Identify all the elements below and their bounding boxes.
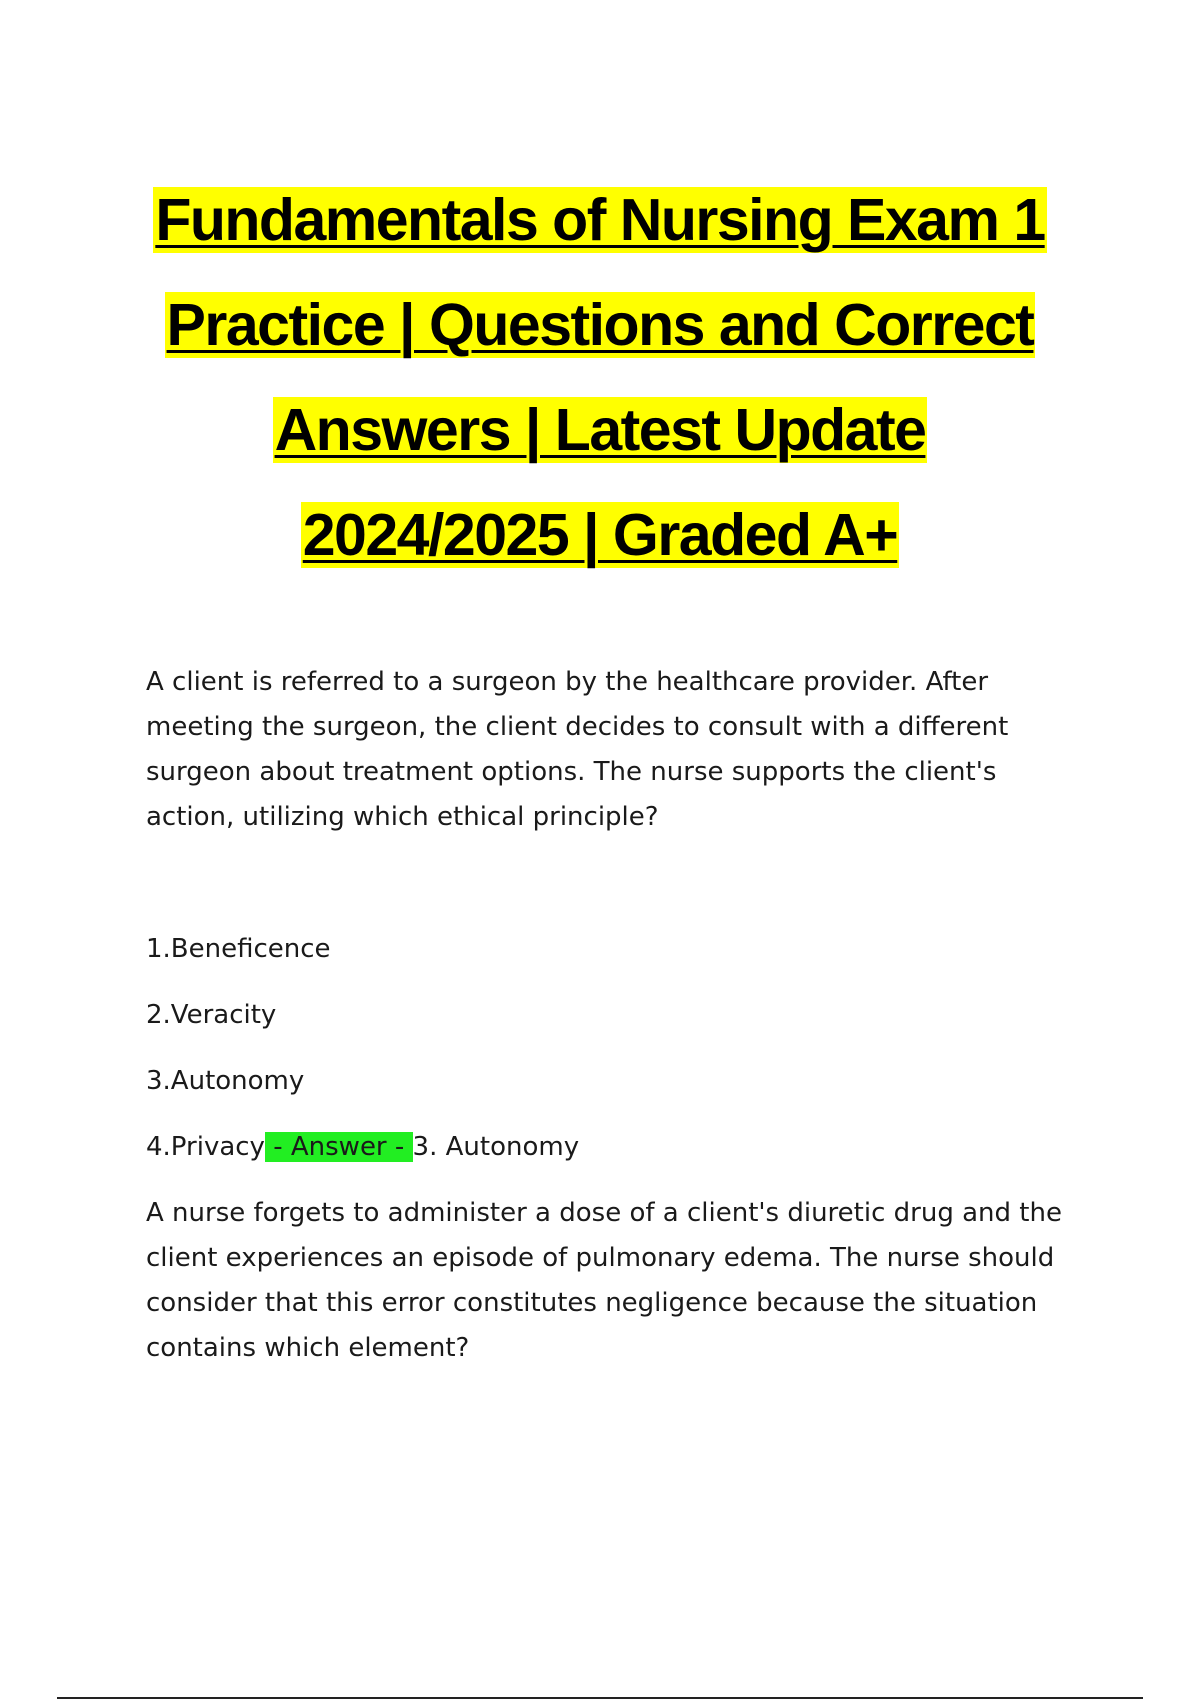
title-line-1-text: Fundamentals of Nursing Exam 1 xyxy=(155,187,1045,253)
answer-marker: - Answer - xyxy=(264,1132,413,1162)
title-line-2 xyxy=(100,273,1100,378)
title-line-2-text: Practice | Questions and Correct xyxy=(166,292,1034,358)
question-1-text: A client is referred to a surgeon by the healthcare provider. After meeting the surgeon, the client decides to consult with a different surgeon about treatment options. The nurse supports the client's action, utilizing which ethical principle? xyxy=(146,667,1009,832)
correct-answer: 3. Autonomy xyxy=(412,1132,580,1162)
page-bottom-rule xyxy=(57,1697,1143,1699)
title-line-3-text: Answers | Latest Update xyxy=(274,397,926,463)
document-title xyxy=(100,168,1100,588)
option-3: 3.Autonomy xyxy=(146,1066,305,1096)
option-4-with-answer xyxy=(146,1125,1086,1191)
title-line-1 xyxy=(100,168,1100,273)
question-2-text: A nurse forgets to administer a dose of a client's diuretic drug and the client experiences an episode of pulmonary edema. The nurse should consider that this error constitutes negligence because the situation contains which element? xyxy=(146,1198,1062,1363)
title-line-4 xyxy=(100,483,1100,588)
document-content xyxy=(146,660,1086,1371)
title-line-3 xyxy=(100,378,1100,483)
question-1-options xyxy=(146,927,1086,1191)
option-2: 2.Veracity xyxy=(146,1000,277,1030)
option-1: 1.Beneficence xyxy=(146,934,331,964)
option-4: 4.Privacy xyxy=(146,1132,265,1162)
title-line-4-text: 2024/2025 | Graded A+ xyxy=(302,502,898,568)
